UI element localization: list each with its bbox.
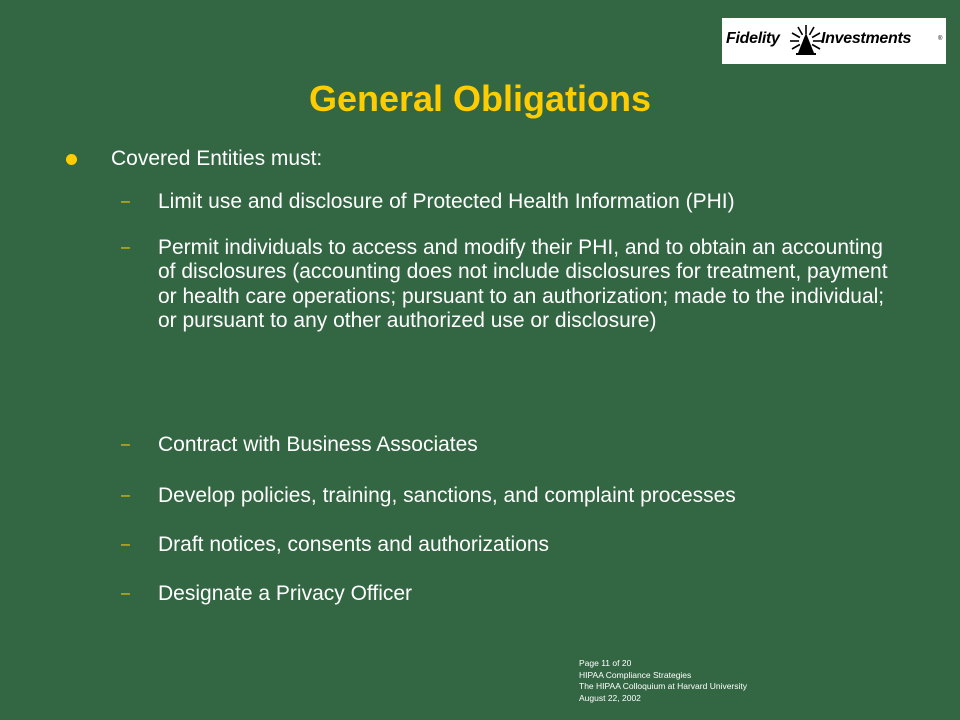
footer-line-1: HIPAA Compliance Strategies xyxy=(579,669,692,680)
main-bullet-text: Covered Entities must: xyxy=(111,147,323,170)
slide-footer xyxy=(579,658,747,704)
registered-mark: ® xyxy=(938,36,943,42)
fidelity-logo xyxy=(722,18,946,64)
slide-title: General Obligations xyxy=(308,78,652,119)
bullet-dot-icon xyxy=(66,154,77,165)
sub-item-text: Permit individuals to access and modify their PHI, and to obtain an accounting of disclosures (accounting does not include disclosures for treatment, payment or health care operations; pursuant to an authorization; made to the individual; or pursuant to any other authorized use or disclosure) xyxy=(158,236,888,332)
sub-item-text: Designate a Privacy Officer xyxy=(158,582,413,605)
sub-item-text: Contract with Business Associates xyxy=(158,433,478,456)
dash-marker: – xyxy=(121,239,130,256)
footer-line-2: The HIPAA Colloquium at Harvard University xyxy=(579,681,748,691)
logo-right-word: Investments xyxy=(821,30,912,47)
dash-marker: – xyxy=(121,585,130,602)
logo-left-word: Fidelity xyxy=(726,30,780,47)
dash-marker: – xyxy=(121,487,130,504)
pyramid-sun-icon xyxy=(788,23,824,59)
dash-marker: – xyxy=(121,193,130,210)
dash-marker: – xyxy=(121,536,130,553)
page-number: Page 11 of 20 xyxy=(579,658,632,668)
dash-marker: – xyxy=(121,436,130,453)
footer-line-3: August 22, 2002 xyxy=(579,692,641,703)
sub-item-text: Develop policies, training, sanctions, and complaint processes xyxy=(158,484,736,507)
sub-item-text: Limit use and disclosure of Protected Health Information (PHI) xyxy=(158,190,735,213)
sub-item-text: Draft notices, consents and authorizations xyxy=(158,533,550,556)
